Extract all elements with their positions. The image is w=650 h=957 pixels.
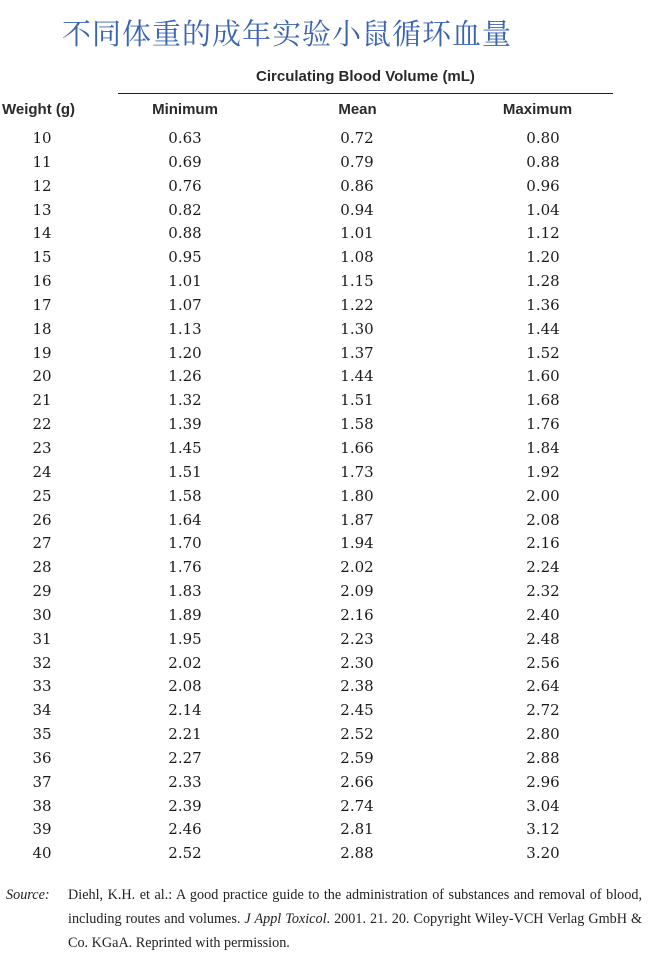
cell-mean: 2.66 — [340, 772, 374, 791]
cell-weight: 20 — [32, 367, 52, 386]
cell-weight: 18 — [32, 319, 52, 338]
cell-minimum: 2.08 — [168, 677, 202, 696]
cell-maximum: 2.48 — [526, 629, 560, 648]
cell-mean: 1.87 — [340, 510, 374, 529]
cell-minimum: 1.89 — [168, 605, 202, 624]
cell-maximum: 2.00 — [526, 486, 560, 505]
cell-maximum: 3.04 — [526, 796, 560, 815]
cell-maximum: 2.32 — [526, 582, 560, 601]
cell-weight: 16 — [32, 272, 52, 291]
table-row — [0, 603, 650, 627]
cell-minimum: 2.21 — [168, 725, 202, 744]
table-row — [0, 269, 650, 293]
cell-weight: 19 — [32, 343, 52, 362]
cell-minimum: 0.63 — [168, 129, 202, 147]
table-row — [0, 770, 650, 794]
cell-weight: 23 — [32, 438, 52, 457]
cell-minimum: 1.64 — [168, 510, 202, 529]
source-text — [68, 883, 642, 955]
cell-minimum: 2.52 — [168, 844, 202, 863]
table-row — [0, 245, 650, 269]
cell-minimum: 2.39 — [168, 796, 202, 815]
cell-maximum: 2.16 — [526, 534, 560, 553]
cell-maximum: 2.56 — [526, 653, 560, 672]
cell-weight: 39 — [32, 820, 52, 839]
cell-mean: 2.74 — [340, 796, 374, 815]
cell-weight: 15 — [32, 248, 52, 267]
cell-weight: 21 — [32, 391, 52, 410]
cell-minimum: 2.33 — [168, 772, 202, 791]
cell-weight: 27 — [32, 534, 52, 553]
cell-mean: 2.30 — [340, 653, 374, 672]
table-row — [0, 412, 650, 436]
cell-maximum: 2.96 — [526, 772, 560, 791]
cell-maximum: 2.08 — [526, 510, 560, 529]
table-row — [0, 198, 650, 222]
cell-maximum: 1.76 — [526, 415, 560, 434]
cell-minimum: 0.76 — [168, 176, 202, 195]
cell-maximum: 0.80 — [526, 129, 560, 147]
header-rule — [118, 93, 613, 94]
cell-mean: 1.37 — [340, 343, 374, 362]
column-header-maximum: Maximum — [502, 101, 573, 118]
cell-mean: 2.23 — [340, 629, 374, 648]
cell-minimum: 1.39 — [168, 415, 202, 434]
table-row — [0, 841, 650, 865]
cell-minimum: 1.83 — [168, 582, 202, 601]
cell-weight: 11 — [32, 152, 52, 171]
table-row — [0, 364, 650, 388]
cell-maximum: 1.28 — [526, 272, 560, 291]
cell-weight: 36 — [32, 748, 52, 767]
cell-mean: 1.22 — [340, 295, 374, 314]
cell-mean: 1.94 — [340, 534, 374, 553]
cell-weight: 34 — [32, 701, 52, 720]
cell-weight: 25 — [32, 486, 52, 505]
cell-mean: 1.58 — [340, 415, 374, 434]
table-row — [0, 174, 650, 198]
cell-weight: 10 — [32, 129, 52, 147]
cell-maximum: 2.64 — [526, 677, 560, 696]
cell-mean: 1.08 — [340, 248, 374, 267]
table-row — [0, 627, 650, 651]
cell-maximum: 1.68 — [526, 391, 560, 410]
cell-weight: 17 — [32, 295, 52, 314]
cell-mean: 2.45 — [340, 701, 374, 720]
source-label: Source: — [6, 887, 50, 903]
cell-mean: 2.16 — [340, 605, 374, 624]
cell-weight: 22 — [32, 415, 52, 434]
table-row — [0, 484, 650, 508]
table-row — [0, 508, 650, 532]
cell-mean: 2.38 — [340, 677, 374, 696]
cell-weight: 31 — [32, 629, 52, 648]
cell-mean: 2.09 — [340, 582, 374, 601]
table-row — [0, 698, 650, 722]
table-body — [0, 126, 650, 865]
table-row — [0, 674, 650, 698]
table-row — [0, 317, 650, 341]
cell-maximum: 3.20 — [526, 844, 560, 863]
cell-maximum: 2.40 — [526, 605, 560, 624]
cell-minimum: 0.88 — [168, 224, 202, 243]
table-row — [0, 579, 650, 603]
cell-weight: 13 — [32, 200, 52, 219]
source-journal: J Appl Toxicol — [244, 911, 327, 927]
table-row — [0, 531, 650, 555]
cell-minimum: 1.01 — [168, 272, 202, 291]
cell-weight: 35 — [32, 725, 52, 744]
cell-minimum: 1.13 — [168, 319, 202, 338]
cell-weight: 24 — [32, 462, 52, 481]
cell-mean: 0.86 — [340, 176, 374, 195]
cell-mean: 2.88 — [340, 844, 374, 863]
table-row — [0, 817, 650, 841]
page-title: 不同体重的成年实验小鼠循环血量 — [62, 17, 513, 51]
cell-maximum: 3.12 — [526, 820, 560, 839]
source-text-before: Diehl, K.H. et al.: A good practice guide to the administration of substances and removal of blood, including routes and volumes. — [68, 887, 642, 927]
cell-mean: 1.15 — [340, 272, 374, 291]
source-text-after: . 2001. 21. 20. Copyright Wiley-VCH Verlag GmbH & Co. KGaA. Reprinted with permission. — [68, 911, 642, 951]
cell-mean: 0.94 — [340, 200, 374, 219]
cell-weight: 30 — [32, 605, 52, 624]
cell-weight: 12 — [32, 176, 52, 195]
cell-mean: 2.81 — [340, 820, 374, 839]
cell-minimum: 1.95 — [168, 629, 202, 648]
cell-weight: 14 — [32, 224, 52, 243]
cell-mean: 1.66 — [340, 438, 374, 457]
table-row — [0, 651, 650, 675]
cell-minimum: 1.76 — [168, 558, 202, 577]
column-header-weight: Weight (g) — [2, 101, 76, 118]
cell-minimum: 1.26 — [168, 367, 202, 386]
cell-mean: 1.51 — [340, 391, 374, 410]
cell-mean: 2.59 — [340, 748, 374, 767]
table-row — [0, 150, 650, 174]
table-row — [0, 341, 650, 365]
cell-mean: 1.30 — [340, 319, 374, 338]
cell-mean: 1.01 — [340, 224, 374, 243]
cell-mean: 1.44 — [340, 367, 374, 386]
cell-maximum: 1.20 — [526, 248, 560, 267]
cell-mean: 1.73 — [340, 462, 374, 481]
cell-maximum: 2.24 — [526, 558, 560, 577]
cell-maximum: 1.84 — [526, 438, 560, 457]
cell-minimum: 2.46 — [168, 820, 202, 839]
cell-weight: 33 — [32, 677, 52, 696]
column-header-minimum: Minimum — [152, 101, 218, 118]
table-row — [0, 436, 650, 460]
table-row — [0, 555, 650, 579]
table-row — [0, 746, 650, 770]
table-row — [0, 388, 650, 412]
cell-maximum: 1.36 — [526, 295, 560, 314]
cell-maximum: 1.92 — [526, 462, 560, 481]
cell-minimum: 1.51 — [168, 462, 202, 481]
table-group-header: Circulating Blood Volume (mL) — [256, 68, 475, 85]
cell-minimum: 0.95 — [168, 248, 202, 267]
cell-weight: 26 — [32, 510, 52, 529]
cell-minimum: 1.45 — [168, 438, 202, 457]
cell-maximum: 0.96 — [526, 176, 560, 195]
cell-minimum: 1.70 — [168, 534, 202, 553]
cell-maximum: 1.12 — [526, 224, 560, 243]
table-row — [0, 794, 650, 818]
cell-weight: 29 — [32, 582, 52, 601]
cell-weight: 38 — [32, 796, 52, 815]
cell-weight: 40 — [32, 844, 52, 863]
cell-minimum: 0.69 — [168, 152, 202, 171]
table-row — [0, 126, 650, 150]
cell-minimum: 2.14 — [168, 701, 202, 720]
cell-mean: 2.52 — [340, 725, 374, 744]
cell-weight: 28 — [32, 558, 52, 577]
cell-maximum: 2.72 — [526, 701, 560, 720]
cell-maximum: 2.80 — [526, 725, 560, 744]
cell-minimum: 1.20 — [168, 343, 202, 362]
column-header-mean: Mean — [338, 101, 377, 118]
table-row — [0, 722, 650, 746]
cell-minimum: 2.02 — [168, 653, 202, 672]
table-row — [0, 460, 650, 484]
cell-weight: 37 — [32, 772, 52, 791]
source-citation — [6, 883, 642, 955]
cell-maximum: 2.88 — [526, 748, 560, 767]
table-row — [0, 293, 650, 317]
cell-mean: 0.72 — [340, 129, 374, 147]
cell-weight: 32 — [32, 653, 52, 672]
cell-minimum: 0.82 — [168, 200, 202, 219]
cell-minimum: 1.32 — [168, 391, 202, 410]
cell-maximum: 0.88 — [526, 152, 560, 171]
cell-maximum: 1.04 — [526, 200, 560, 219]
cell-maximum: 1.44 — [526, 319, 560, 338]
cell-mean: 1.80 — [340, 486, 374, 505]
cell-maximum: 1.60 — [526, 367, 560, 386]
cell-minimum: 2.27 — [168, 748, 202, 767]
cell-mean: 0.79 — [340, 152, 374, 171]
cell-minimum: 1.07 — [168, 295, 202, 314]
cell-minimum: 1.58 — [168, 486, 202, 505]
cell-maximum: 1.52 — [526, 343, 560, 362]
cell-mean: 2.02 — [340, 558, 374, 577]
table-row — [0, 221, 650, 245]
